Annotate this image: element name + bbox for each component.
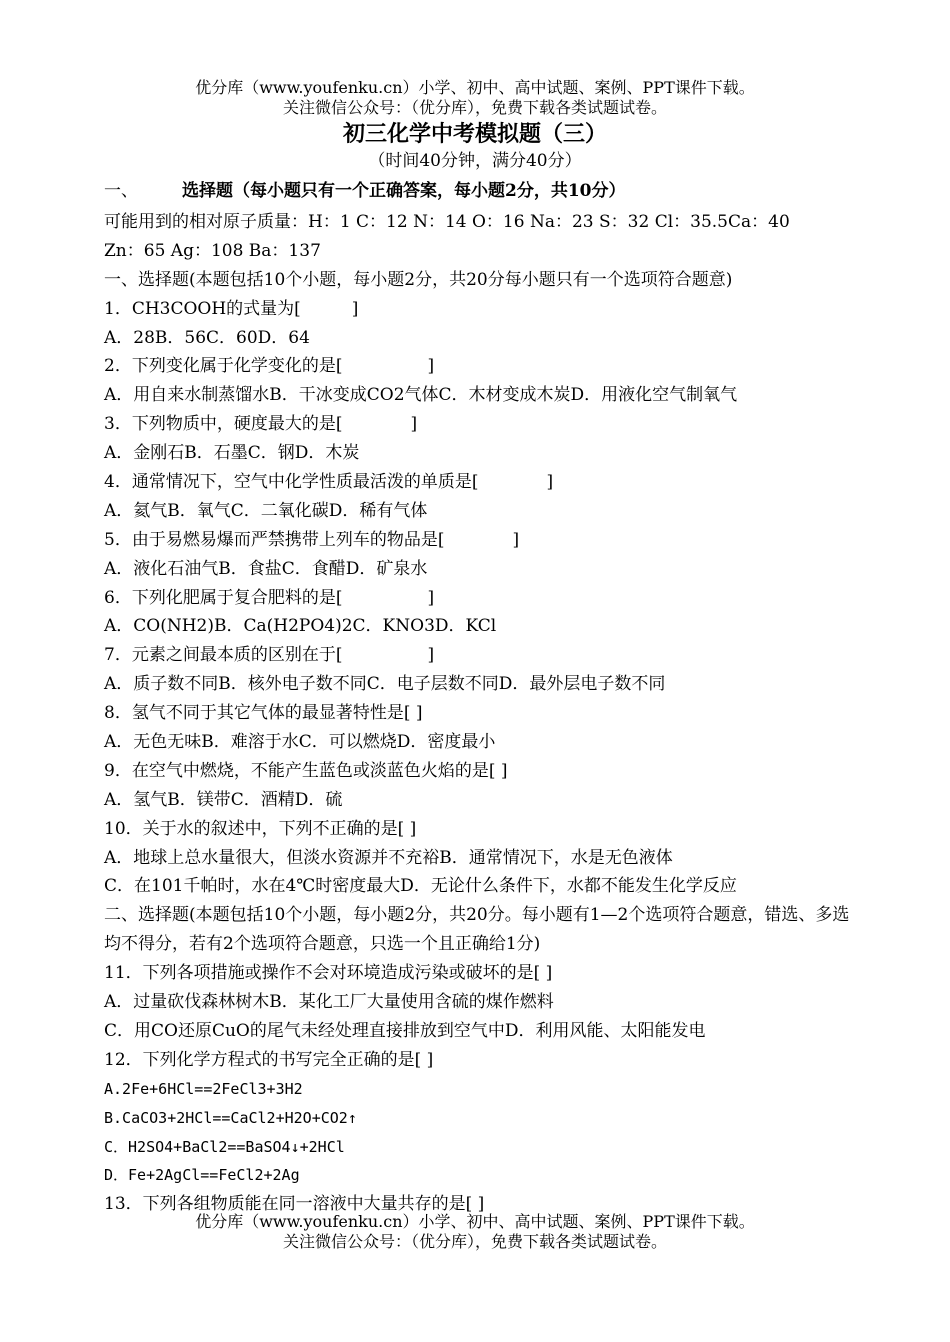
text-line: 可能用到的相对原子质量：H：1 C：12 N：14 O：16 Na：23 S：32 Cl：35.5Ca：40 [104,212,790,232]
page-title: 初三化学中考模拟题（三） [342,121,607,147]
answer-line: A．地球上总水量很大，但淡水资源并不充裕B．通常情况下，水是无色液体 [104,847,673,868]
answer-line: A．无色无味B．难溶于水C．可以燃烧D．密度最小 [104,732,496,753]
answer-line: C．在101千帕时，水在4℃时密度最大D．无论什么条件下，水都不能发生化学反应 [104,876,737,897]
equation-line: D．Fe+2AgCl==FeCl2+2Ag [104,1166,300,1185]
page-subtitle: （时间40分钟，满分40分） [368,151,582,171]
answer-line: C．用CO还原CuO的尾气未经处理直接排放到空气中D．利用风能、太阳能发电 [104,1020,706,1041]
section-2-heading: 二、选择题(本题包括10个小题，每小题2分，共20分。每小题有1—2个选项符合题意，错选、多选均不得分，若有2个选项符合题意，只选一个且正确给1分) [104,905,850,955]
document-body [104,208,854,1219]
text-line: Zn：65 Ag：108 Ba：137 [104,240,321,261]
question-line: 2．下列变化属于化学变化的是[ ] [104,356,435,377]
answer-line: A．过量砍伐森林树木B．某化工厂大量使用含硫的煤作燃料 [104,992,554,1013]
answer-line: A．液化石油气B．食盐C．食醋D．矿泉水 [104,558,428,579]
answer-line: A．氦气B．氧气C．二氧化碳D．稀有气体 [104,500,428,521]
question-line: 8．氢气不同于其它气体的最显著特性是[ ] [104,703,423,724]
question-line: 6．下列化肥属于复合肥料的是[ ] [104,587,435,608]
section-1-heading [104,180,626,202]
question-line: 10．关于水的叙述中，下列不正确的是[ ] [104,818,417,839]
answer-line: A．CO(NH2)B．Ca(H2PO4)2C．KNO3D．KCl [104,616,497,637]
equation-line: C．H2SO4+BaCl2==BaSO4↓+2HCl [104,1137,345,1156]
question-line: 13．下列各组物质能在同一溶液中大量共存的是[ ] [104,1194,485,1215]
answer-line: A．质子数不同B．核外电子数不同C．电子层数不同D．最外层电子数不同 [104,674,666,695]
header-line-1: 优分库（www.youfenku.cn）小学、初中、高中试题、案例、PPT课件下载。 [195,78,755,97]
question-line: 1．CH3COOH的式量为[ ] [104,298,359,319]
question-line: 5．由于易燃易爆而严禁携带上列车的物品是[ ] [104,529,520,550]
question-line: 4．通常情况下，空气中化学性质最活泼的单质是[ ] [104,472,554,493]
section-1-number: 一、 [104,181,138,201]
footer-line-2: 关注微信公众号：（优分库），免费下载各类试题试卷。 [282,1232,667,1251]
answer-line: A．氢气B．镁带C．酒精D．硫 [104,789,343,810]
answer-line: A．用自来水制蒸馏水B．干冰变成CO2气体C．木材变成木炭D．用液化空气制氧气 [104,385,738,406]
answer-line: A．金刚石B．石墨C．钢D．木炭 [104,443,360,464]
question-line: 7．元素之间最本质的区别在于[ ] [104,645,435,666]
question-line: 11．下列各项措施或操作不会对环境造成污染或破坏的是[ ] [104,963,553,984]
section-1-text: 选择题（每小题只有一个正确答案，每小题2分，共10分） [182,181,626,201]
header-line-2: 关注微信公众号：（优分库），免费下载各类试题试卷。 [282,98,667,117]
text-line: 一、选择题(本题包括10个小题，每小题2分，共20分每小题只有一个选项符合题意) [104,269,733,290]
question-line: 12．下列化学方程式的书写完全正确的是[ ] [104,1049,434,1070]
question-line: 9．在空气中燃烧，不能产生蓝色或淡蓝色火焰的是[ ] [104,760,508,781]
footer-line-1: 优分库（www.youfenku.cn）小学、初中、高中试题、案例、PPT课件下载。 [195,1212,755,1231]
equation-line: B.CaCO3+2HCl==CaCl2+H2O+CO2↑ [104,1108,357,1127]
question-line: 3．下列物质中，硬度最大的是[ ] [104,414,418,435]
equation-line: A.2Fe+6HCl==2FeCl3+3H2 [104,1079,303,1098]
answer-line: A．28B．56C．60D．64 [104,327,310,348]
